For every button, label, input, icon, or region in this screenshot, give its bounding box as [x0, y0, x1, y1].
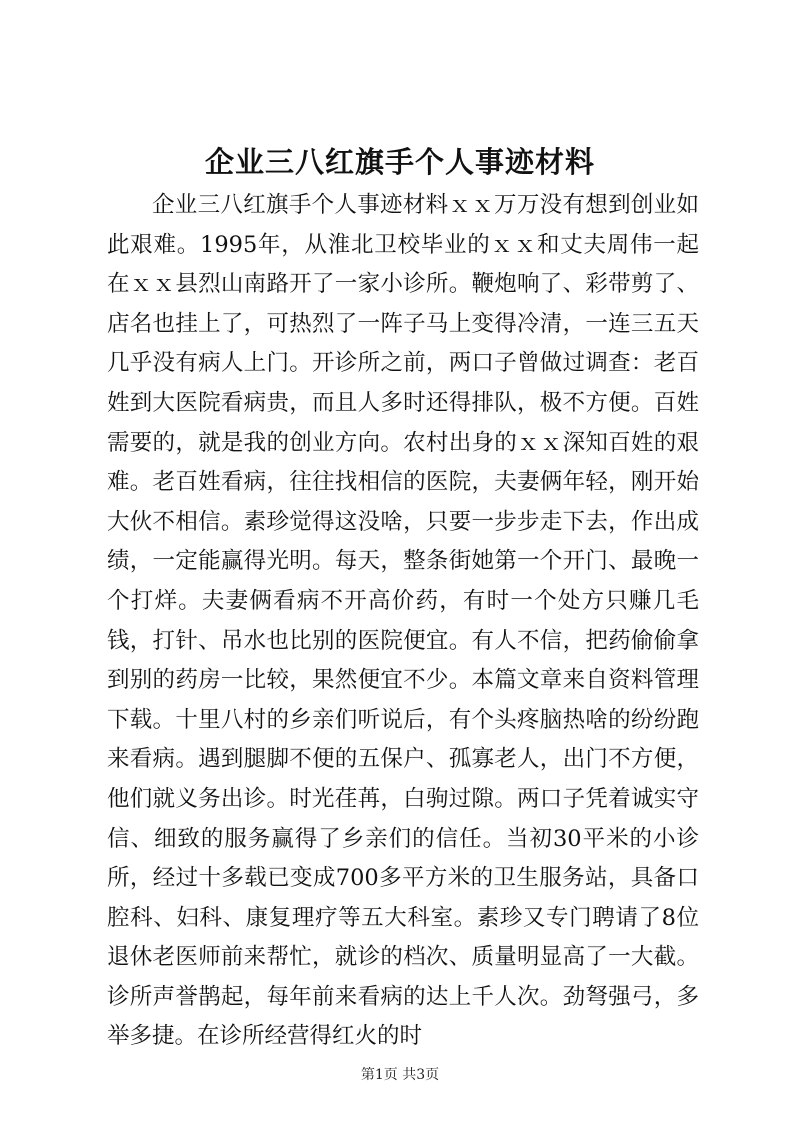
body-paragraph: 企业三八红旗手个人事迹材料ｘｘ万万没有想到创业如此艰难。1995年，从淮北卫校毕业的ｘｘ和丈夫周伟一起在ｘｘ县烈山南路开了一家小诊所。鞭炮响了、彩带剪了、店名也挂上了，可热烈了一阵子马上变得冷清，一连三五天几乎没有病人上门。开诊所之前，两口子曾做过调查：老百姓到大医院看病贵，而且人多时还得排队，极不方便。百姓需要的，就是我的创业方向。农村出身的ｘｘ深知百姓的艰难。老百姓看病，往往找相信的医院，夫妻俩年轻，刚开始大伙不相信。素珍觉得这没啥，只要一步步走下去，作出成绩，一定能赢得光明。每天，整条街她第一个开门、最晚一个打烊。夫妻俩看病不开高价药，有时一个处方只赚几毛钱，打针、吊水也比别的医院便宜。有人不信，把药偷偷拿到别的药房一比较，果然便宜不少。本篇文章来自资料管理下载。十里八村的乡亲们听说后，有个头疼脑热啥的纷纷跑来看病。遇到腿脚不便的五保户、孤寡老人，出门不方便，他们就义务出诊。时光荏苒，白驹过隙。两口子凭着诚实守信、细致的服务赢得了乡亲们的信任。当初30平米的小诊所，经过十多载已变成700多平方米的卫生服务站，具备口腔科、妇科、康复理疗等五大科室。素珍又专门聘请了8位退休老医师前来帮忙，就诊的档次、质量明显高了一大截。诊所声誉鹊起，每年前来看病的达上千人次。劲弩强弓，多举多捷。在诊所经营得红火的时	[107, 192, 699, 1050]
page-number-footer: 第1页 共3页	[360, 1067, 440, 1083]
document-title: 企业三八红旗手个人事迹材料	[204, 145, 595, 179]
